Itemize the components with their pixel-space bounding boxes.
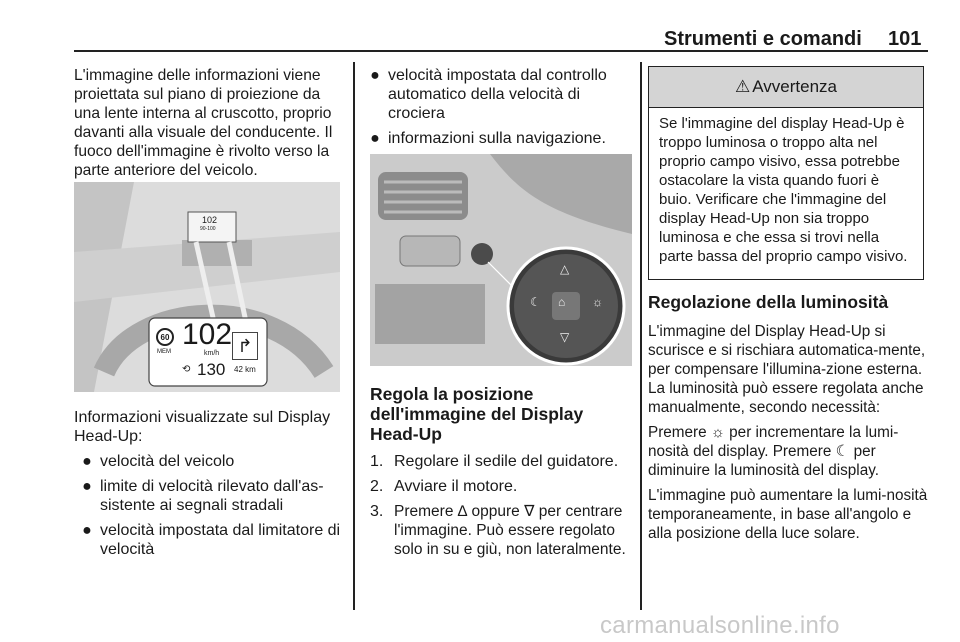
vehicle-speed: 102 [182,318,233,351]
brightness-icon: ☼ [592,295,603,309]
bullet-item [362,66,632,123]
hud-small-speed: 102 [202,215,218,225]
night-mode-icon: ☾ [530,295,541,309]
hud-figure [74,182,340,392]
section-heading: Regola la posizione dell'immagine del Display Head-Up [370,384,584,444]
page-number: 101 [888,28,922,50]
bullet-dot: ● [370,67,380,84]
intro-paragraph: L'immagine delle informazioni viene proiettata sul piano di proiezione da una lente interna al cruscotto, proprio davanti alla visuale del conducente. Il fuoco dell'immagine è rivolto verso la parte anteriore del veicolo. [74,67,333,179]
bullet-text: velocità del veicolo [100,453,235,470]
warning-title: Avvertenza [752,77,837,96]
column-3-lower [648,292,928,543]
step-number: 1. [370,453,384,470]
cruise-speed: 130 [197,360,226,379]
navigation-arrow-icon: ↱ [232,332,258,360]
bullet-dot: ● [82,478,92,495]
warning-box [648,66,924,280]
down-arrow-icon: ▽ [560,330,570,344]
bullet-text: velocità impostata dal controllo automatico della velocità di crociera [388,67,607,122]
step-text: Avviare il motore. [394,478,518,495]
step-item [370,502,636,559]
paragraph: Premere ☼ per incrementare la lumi-nosità del display. Premere ☾ per diminuire la luminosità del display. [648,424,899,479]
warning-text: Se l'immagine del display Head-Up è troppo luminosa o troppo alta nel proprio campo visivo, essa potrebbe ostacolare la vista quando fuori è buio. Verificare che l'immagine del display Head-Up non sia troppo luminosa e che essa si trovi nella parte bassa del proprio campo visivo. [659,115,908,265]
cruise-icon: ⟲ [182,364,191,375]
step-item [370,477,636,496]
header-rule [74,50,928,52]
control-illustration [370,154,632,366]
page-header-title: Strumenti e comandi [664,28,862,50]
hud-small-unit: 90-100 [200,226,216,232]
step-item [370,452,636,471]
hud-button-icon: ⌂ [558,295,566,309]
figure-caption: Informazioni visualizzate sul Display Head-Up: [74,409,331,445]
bullet-item [74,452,344,471]
warning-header [649,67,923,108]
step-number: 2. [370,478,384,495]
column-2 [362,66,632,148]
bullet-item [74,521,344,559]
column-rule-1 [353,62,355,610]
bullet-item [362,129,632,148]
bullet-dot: ● [370,130,380,147]
vehicle-speed-unit: km/h [204,350,220,357]
column-1-lower [74,408,344,559]
bullet-text: informazioni sulla navigazione. [388,130,606,147]
bullet-dot: ● [82,453,92,470]
control-panel-figure [370,154,632,366]
paragraph: L'immagine del Display Head-Up si scurisce e si rischiara automatica-mente, per compensare l'illumina-zione esterna. La luminosità può essere regolata anche manualmente, secondo necessità: [648,323,926,416]
step-text: Regolare il sedile del guidatore. [394,453,619,470]
speed-limit-value: 60 [160,332,170,342]
watermark: carmanualsonline.info [600,612,840,639]
warning-icon: ⚠ [735,77,751,96]
step-text: Premere ∆ oppure ∇ per centrare l'immagine. Può essere regolato solo in su e giù, non lateralmente. [394,503,626,558]
navigation-distance: 42 km [234,365,256,374]
column-rule-2 [640,62,642,610]
up-arrow-icon: △ [560,262,570,276]
speed-limit-unit: MEM [157,349,171,355]
column-1 [74,66,340,180]
paragraph: L'immagine può aumentare la lumi-nosità temporaneamente, in base all'angolo e alla posizione della luce solare. [648,487,928,542]
bullet-text: velocità impostata dal limitatore di velocità [100,522,341,558]
speed-limit-sign [156,328,174,346]
column-2-lower [370,384,636,559]
section-heading: Regolazione della luminosità [648,292,889,312]
step-number: 3. [370,503,384,520]
bullet-text: limite di velocità rilevato dall'as-sistente ai segnali stradali [100,478,324,514]
bullet-item [74,477,344,515]
bullet-dot: ● [82,522,92,539]
